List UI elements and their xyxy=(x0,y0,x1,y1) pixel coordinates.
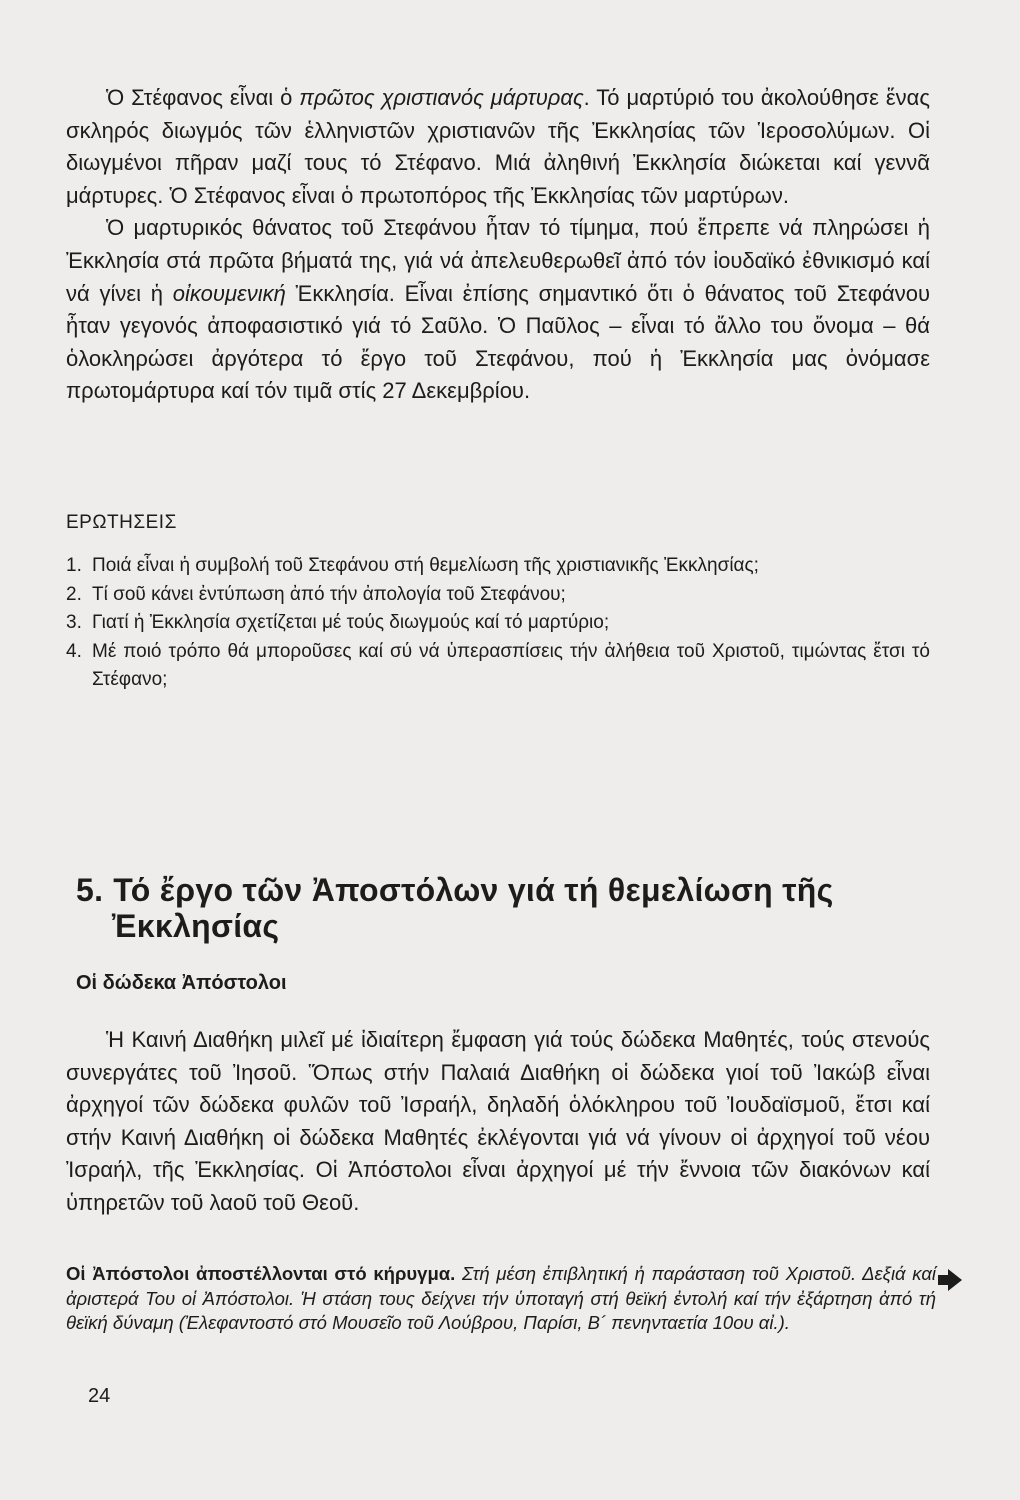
question-item xyxy=(66,638,930,695)
intro-paragraph-2 xyxy=(66,212,930,408)
question-text: Γιατί ἡ Ἐκκλησία σχετίζεται μέ τούς διωγμούς καί τό μαρτύριο; xyxy=(92,612,610,633)
intro-p1-emphasis: πρῶτος χριστιανός μάρτυρας xyxy=(299,85,584,110)
section-subtitle: Οἱ δώδεκα Ἀπόστολοι xyxy=(76,972,287,994)
caption-title: Οἱ Ἀπόστολοι ἀποστέλλονται στό κήρυγμα. xyxy=(66,1263,456,1284)
apostles-section xyxy=(66,1024,930,1220)
question-item xyxy=(66,552,930,581)
page-number: 24 xyxy=(88,1385,111,1407)
intro-p2-end: Ἐκκλησία. Εἶναι ἐπίσης σημαντικό ὅτι ὁ θάνατος τοῦ Στεφάνου ἦταν γεγονός ἀποφασιστικό γιά τό Σαῦλο. Ὁ Παῦλος – εἶναι τό ἄλλο του ὄνομα – θά ὁλοκληρώσει ἀργότερα τό ἔργο τοῦ Στεφάνου, πού ἡ Ἐκκλησία μας ὀνόμασε πρωτομάρτυρα καί τόν τιμᾶ στίς 27 Δεκεμβρίου. xyxy=(66,280,930,404)
caption-text: Στή μέση ἐπιβλητική ἡ παράσταση τοῦ Χριστοῦ. Δεξιά καί ἀριστερά Του οἱ Ἀπόστολοι. Ἡ στάση τους δείχνει τήν ὑποταγή στή θεϊκή ἐντολή καί τήν ἐξάρτηση ἀπό τή θεϊκή δύναμη (Ἐλεφαντοστό στό Μουσεῖο τοῦ Λούβρου, Παρίσι, Β´ πενηνταετία 10ου αἰ.). xyxy=(66,1263,936,1333)
question-text: Μέ ποιό τρόπο θά μποροῦσες καί σύ νά ὑπερασπίσεις τήν ἀλήθεια τοῦ Χριστοῦ, τιμώντας ἔτσι τό Στέφανο; xyxy=(92,640,930,690)
intro-section xyxy=(66,82,930,408)
chapter-title-line-2: Ἐκκλησίας xyxy=(112,908,280,944)
image-caption xyxy=(66,1262,936,1336)
right-arrow-icon xyxy=(936,1266,964,1294)
question-number: 4. xyxy=(66,640,82,662)
question-text: Τί σοῦ κάνει ἐντύπωση ἀπό τήν ἀπολογία τοῦ Στεφάνου; xyxy=(92,583,566,605)
chapter-title-line-1: Τό ἔργο τῶν Ἀποστόλων γιά τή θεμελίωση τῆς xyxy=(113,872,834,908)
intro-paragraph-1 xyxy=(66,82,930,212)
intro-p1-end: . Τό μαρτύριό του ἀκολούθησε ἕνας σκληρός διωγμός τῶν ἑλληνιστῶν χριστιανῶν τῆς Ἐκκλησίας τῶν Ἱεροσολύμων. Οἱ διωγμένοι πῆραν μαζί τους τό Στέφανο. Μιά ἀληθινή Ἐκκλησία διώκεται καί γεννᾶ μάρτυρες. Ὁ Στέφανος εἶναι ὁ πρωτοπόρος τῆς Ἐκκλησίας τῶν μαρτύρων. xyxy=(66,85,930,208)
intro-p2-emphasis: οἰκουμενική xyxy=(172,280,286,306)
question-number: 1. xyxy=(66,555,82,576)
question-number: 3. xyxy=(66,612,82,633)
chapter-title xyxy=(76,872,936,944)
apostles-paragraph: Ἡ Καινή Διαθήκη μιλεῖ μέ ἰδιαίτερη ἔμφαση γιά τούς δώδεκα Μαθητές, τούς στενούς συνεργάτες τοῦ Ἰησοῦ. Ὅπως στήν Παλαιά Διαθήκη οἱ δώδεκα γιοί τοῦ Ἰακώβ εἶναι ἀρχηγοί τῶν δώδεκα φυλῶν τοῦ Ἰσραήλ, δηλαδή ὁλόκληρου τοῦ Ἰουδαϊσμοῦ, ἔτσι καί στήν Καινή Διαθήκη οἱ δώδεκα Μαθητές ἐκλέγονται γιά νά γίνουν οἱ ἀρχηγοί τοῦ νέου Ἰσραήλ, τῆς Ἐκκλησίας. Οἱ Ἀπόστολοι εἶναι ἀρχηγοί μέ τήν ἔννοια τῶν διακόνων καί ὑπηρετῶν τοῦ λαοῦ τοῦ Θεοῦ. xyxy=(66,1027,930,1215)
intro-p1-start: Ὁ Στέφανος εἶναι ὁ xyxy=(106,85,300,110)
chapter-number: 5. xyxy=(76,872,104,908)
question-number: 2. xyxy=(66,583,82,605)
question-item xyxy=(66,609,930,638)
question-text: Ποιά εἶναι ἡ συμβολή τοῦ Στεφάνου στή θεμελίωση τῆς χριστιανικῆς Ἐκκλησίας; xyxy=(92,555,759,576)
intro-p2-start: Ὁ μαρτυρικός θάνατος τοῦ Στεφάνου ἦταν τό τίμημα, πού ἔπρεπε νά πληρώσει ἡ Ἐκκλησία στά πρῶτα βήματά της, γιά νά ἀπελευθερωθεῖ ἀπό τόν ἰουδαϊκό ἐθνικισμό καί νά γίνει ἡ xyxy=(66,215,930,306)
questions-list xyxy=(66,552,930,695)
questions-heading: ΕΡΩΤΗΣΕΙΣ xyxy=(66,512,177,533)
question-item xyxy=(66,581,930,610)
